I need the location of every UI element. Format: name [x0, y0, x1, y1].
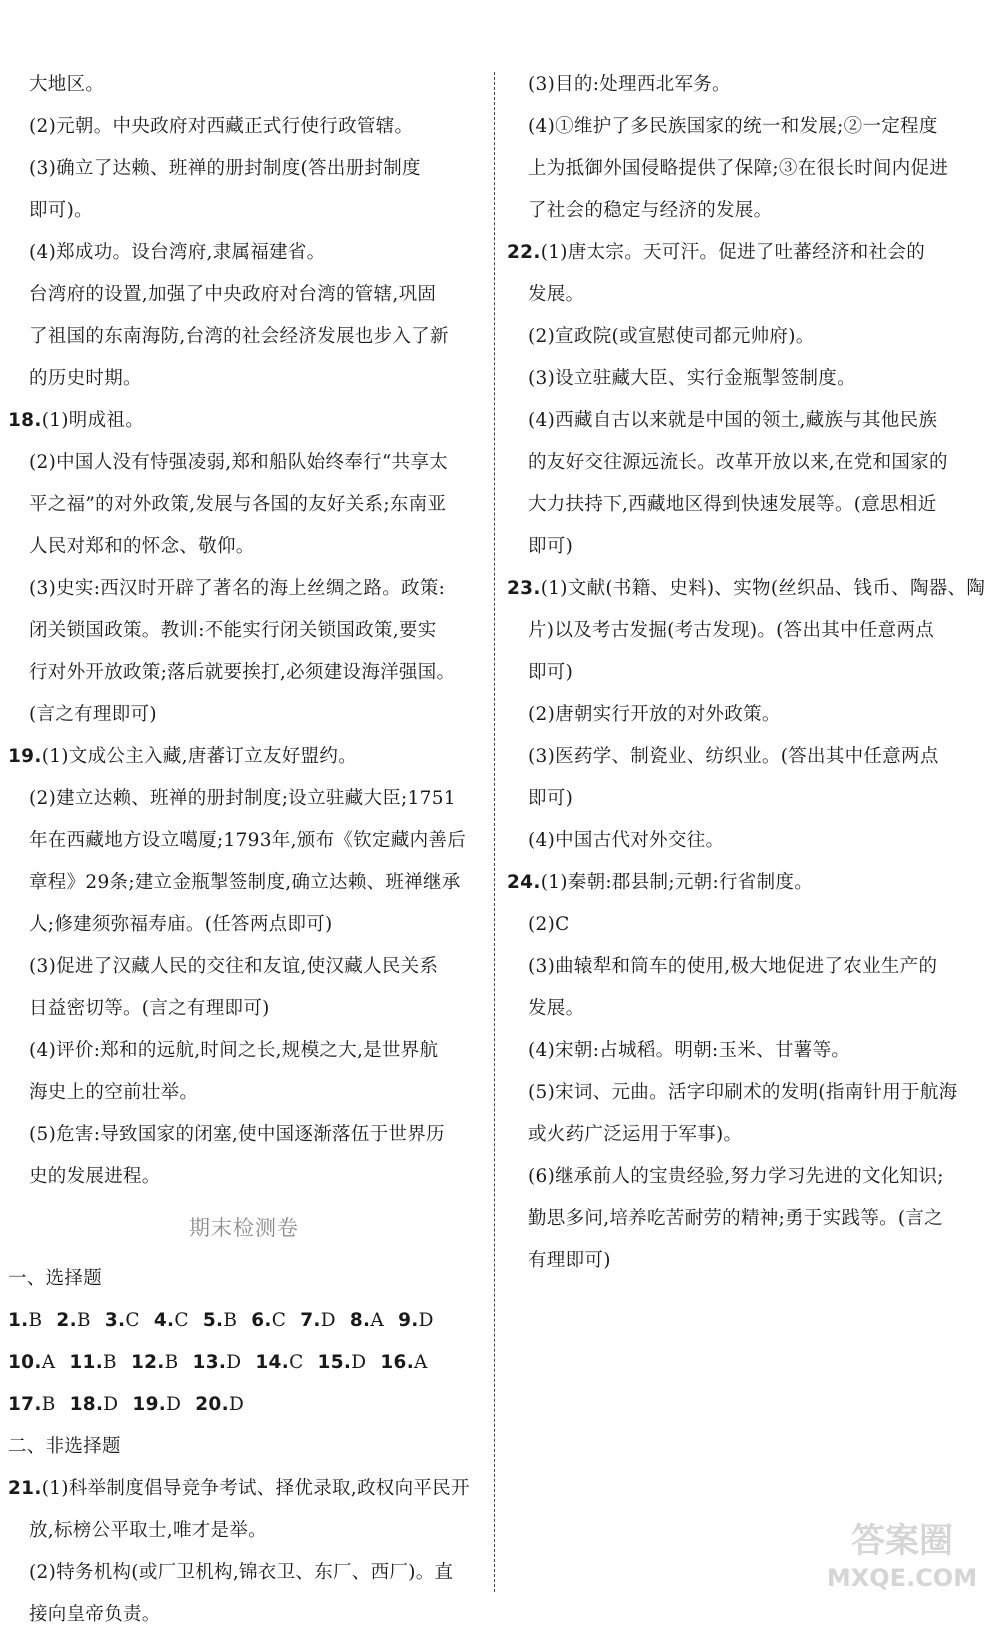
answer-text: 即可) — [528, 788, 574, 809]
answer-line — [507, 1114, 987, 1156]
answer-text: (3)目的:处理西北军务。 — [528, 74, 731, 95]
answer-text: (5)危害:导致国家的闭塞,使中国逐渐落伍于世界历 — [29, 1124, 445, 1145]
answer-text: 的历史时期。 — [29, 368, 142, 389]
answer-text: 接向皇帝负责。 — [29, 1604, 161, 1625]
choice-item — [105, 1310, 140, 1331]
answer-line — [8, 568, 480, 610]
choice-answers — [8, 1300, 480, 1426]
answer-line — [507, 484, 987, 526]
choice-number: 1. — [8, 1310, 29, 1331]
answer-text: 了社会的稳定与经济的发展。 — [528, 200, 773, 221]
answer-line — [507, 610, 987, 652]
choice-answer: B — [28, 1310, 43, 1331]
answer-text: (3)促进了汉藏人民的交往和友谊,使汉藏人民关系 — [29, 956, 439, 977]
choice-number: 4. — [153, 1310, 175, 1331]
choice-number: 14. — [255, 1352, 290, 1373]
choice-item — [193, 1352, 242, 1373]
answer-text: (4)郑成功。设台湾府,隶属福建省。 — [29, 242, 326, 263]
choice-item — [8, 1394, 56, 1415]
choice-item — [8, 1352, 55, 1373]
answer-text: (3)史实:西汉时开辟了著名的海上丝绸之路。政策: — [29, 578, 446, 599]
choice-answer: A — [370, 1310, 385, 1331]
choice-answer: B — [76, 1310, 91, 1331]
answer-line — [507, 442, 987, 484]
answer-text: (1)明成祖。 — [41, 410, 144, 431]
choice-item — [131, 1352, 179, 1373]
answer-text: (1)文成公主入藏,唐蕃订立友好盟约。 — [41, 746, 357, 767]
choice-number: 18. — [69, 1394, 104, 1415]
choice-answer: A — [414, 1352, 428, 1373]
answer-text: (1)文献(书籍、史料)、实物(丝织品、钱币、陶器、陶 — [540, 578, 986, 599]
choice-item — [70, 1394, 119, 1415]
answer-line — [507, 1156, 987, 1198]
answer-text: 史的发展进程。 — [29, 1166, 161, 1187]
answer-line — [507, 1198, 987, 1240]
answer-text: 行对外开放政策;落后就要挨打,必须建设海洋强国。 — [29, 662, 456, 683]
choice-item — [132, 1394, 181, 1415]
choice-number: 15. — [317, 1352, 352, 1373]
answer-text: 海史上的空前壮举。 — [29, 1082, 199, 1103]
question-number: 18. — [8, 410, 42, 431]
answer-line — [507, 190, 987, 232]
choice-answer: C — [174, 1310, 189, 1331]
choice-answer: C — [125, 1310, 140, 1331]
answer-line — [507, 316, 987, 358]
choice-item — [56, 1310, 90, 1331]
answer-text: (言之有理即可) — [29, 704, 157, 725]
answer-text: 台湾府的设置,加强了中央政府对台湾的管辖,巩固 — [29, 284, 437, 305]
answer-line — [507, 106, 987, 148]
answer-line — [8, 484, 480, 526]
choice-answer: C — [289, 1352, 304, 1373]
answer-text: 日益密切等。(言之有理即可) — [29, 998, 270, 1019]
answer-line — [8, 106, 480, 148]
choice-number: 8. — [349, 1310, 371, 1331]
choice-answer: D — [103, 1394, 119, 1415]
choice-answer: C — [271, 1310, 287, 1331]
answer-line — [8, 64, 480, 106]
answer-text: 大力扶持下,西藏地区得到快速发展等。(意思相近 — [528, 494, 937, 515]
choice-number: 6. — [251, 1310, 272, 1331]
left-top-answers — [8, 64, 480, 1198]
watermark-logo — [814, 1516, 990, 1594]
answer-line — [507, 1240, 987, 1282]
choice-row — [8, 1342, 480, 1384]
answer-text: (6)继承前人的宝贵经验,努力学习先进的文化知识; — [528, 1166, 944, 1187]
answer-text: 即可) — [528, 662, 574, 683]
choice-row — [8, 1384, 480, 1426]
choice-item — [380, 1352, 427, 1373]
answer-text: (2)元朝。中央政府对西藏正式行使行政管辖。 — [29, 116, 414, 137]
answer-line — [507, 820, 987, 862]
choice-item — [255, 1352, 303, 1373]
answer-line — [507, 1030, 987, 1072]
answer-text: 发展。 — [528, 284, 585, 305]
answer-line — [8, 316, 480, 358]
question-number: 21. — [8, 1478, 42, 1499]
answer-text: 即可)。 — [29, 200, 93, 221]
choice-item — [154, 1310, 189, 1331]
choice-number: 5. — [202, 1310, 224, 1331]
answer-line — [507, 946, 987, 988]
choice-answer: B — [103, 1352, 117, 1373]
choice-number: 19. — [132, 1394, 167, 1415]
answer-line — [507, 148, 987, 190]
answer-line — [8, 232, 480, 274]
choice-answer: D — [351, 1352, 367, 1373]
answer-line — [507, 64, 987, 106]
answer-line — [507, 778, 987, 820]
choice-number: 20. — [195, 1394, 229, 1415]
answer-line — [507, 694, 987, 736]
answer-line — [8, 1510, 480, 1552]
answer-text: 或火药广泛运用于军事)。 — [528, 1124, 743, 1145]
answer-line — [507, 400, 987, 442]
answer-text: (4)宋朝:占城稻。明朝:玉米、甘薯等。 — [528, 1040, 851, 1061]
choice-number: 16. — [380, 1352, 415, 1373]
answer-line — [8, 1030, 480, 1072]
part2-heading: 二、非选择题 — [8, 1436, 121, 1457]
answer-line — [8, 736, 480, 778]
choice-item — [398, 1310, 434, 1331]
answer-line — [507, 274, 987, 316]
answer-line — [8, 358, 480, 400]
answer-text: 大地区。 — [29, 74, 105, 95]
answer-text: 有理即可) — [528, 1250, 611, 1271]
answer-text: (3)曲辕犁和筒车的使用,极大地促进了农业生产的 — [528, 956, 938, 977]
choice-answer: D — [320, 1310, 336, 1331]
answer-line — [507, 904, 987, 946]
answer-text: 了祖国的东南海防,台湾的社会经济发展也步入了新 — [29, 326, 449, 347]
answer-text: (2)中国人没有恃强凌弱,郑和船队始终奉行“共享太 — [29, 452, 449, 473]
question-number: 24. — [507, 872, 541, 893]
answer-line — [8, 610, 480, 652]
answer-line — [8, 1468, 480, 1510]
question-number: 23. — [507, 578, 541, 599]
answer-text: (4)①维护了多民族国家的统一和发展;②一定程度 — [528, 116, 938, 137]
choice-item — [69, 1352, 117, 1373]
answer-line — [8, 148, 480, 190]
choice-answer: D — [166, 1394, 182, 1415]
choice-answer: D — [228, 1394, 245, 1415]
choice-answer: A — [41, 1352, 56, 1373]
answer-text: (2)特务机构(或厂卫机构,锦衣卫、东厂、西厂)。直 — [29, 1562, 454, 1583]
choice-number: 11. — [69, 1352, 104, 1373]
choice-number: 13. — [192, 1352, 227, 1373]
choice-number: 7. — [300, 1310, 321, 1331]
answer-line — [507, 358, 987, 400]
choice-item — [8, 1310, 42, 1331]
choice-item — [195, 1394, 244, 1415]
answer-line — [8, 652, 480, 694]
answer-text: (2)C — [528, 914, 570, 935]
answer-line — [8, 400, 480, 442]
left-bottom-answers — [8, 1468, 480, 1636]
answer-line — [8, 1594, 480, 1636]
choice-number: 9. — [398, 1310, 419, 1331]
answer-line — [507, 526, 987, 568]
answer-text: 片)以及考古发掘(考古发现)。(答出其中任意两点 — [528, 620, 935, 641]
watermark-text-bottom: MXQE.COM — [826, 1564, 978, 1592]
answer-line — [8, 1072, 480, 1114]
answer-text: (1)唐太宗。天可汗。促进了吐蕃经济和社会的 — [540, 242, 925, 263]
choice-answer: B — [223, 1310, 238, 1331]
answer-line — [507, 652, 987, 694]
choice-item — [251, 1310, 286, 1331]
answer-text: (4)西藏自古以来就是中国的领土,藏族与其他民族 — [528, 410, 938, 431]
answer-line — [507, 736, 987, 778]
answer-line — [8, 820, 480, 862]
answer-text: (1)秦朝:郡县制;元朝:行省制度。 — [540, 872, 813, 893]
answer-text: (4)中国古代对外交往。 — [528, 830, 725, 851]
answer-line — [8, 778, 480, 820]
answer-text: 人;修建须弥福寿庙。(任答两点即可) — [29, 914, 333, 935]
answer-line — [8, 694, 480, 736]
answer-line — [507, 1072, 987, 1114]
answer-text: 即可) — [528, 536, 574, 557]
answer-line — [8, 526, 480, 568]
right-column — [507, 64, 987, 1282]
choice-number: 2. — [56, 1310, 77, 1331]
choice-item — [203, 1310, 237, 1331]
question-number: 22. — [507, 242, 541, 263]
answer-text: (3)确立了达赖、班禅的册封制度(答出册封制度 — [29, 158, 421, 179]
answer-text: (2)建立达赖、班禅的册封制度;设立驻藏大臣;1751 — [29, 788, 456, 809]
answer-text: (2)宣政院(或宣慰使司都元帅府)。 — [528, 326, 815, 347]
answer-line — [8, 904, 480, 946]
answer-text: (5)宋词、元曲。活字印刷术的发明(指南针用于航海 — [528, 1082, 958, 1103]
question-number: 19. — [8, 746, 42, 767]
choice-answer: B — [164, 1352, 179, 1373]
answer-line — [8, 274, 480, 316]
answer-text: 勤思多问,培养吃苦耐劳的精神;勇于实践等。(言之 — [528, 1208, 944, 1229]
answer-text: (2)唐朝实行开放的对外政策。 — [528, 704, 781, 725]
answer-text: (1)科举制度倡导竞争考试、择优录取,政权向平民开 — [41, 1478, 470, 1499]
answer-text: 平之福”的对外政策,发展与各国的友好关系;东南亚 — [29, 494, 447, 515]
choice-number: 3. — [104, 1310, 126, 1331]
answer-line — [8, 1552, 480, 1594]
answer-line — [8, 988, 480, 1030]
answer-line — [507, 232, 987, 274]
answer-line — [8, 442, 480, 484]
answer-line — [8, 946, 480, 988]
part1-heading: 一、选择题 — [8, 1268, 103, 1289]
answer-line — [507, 568, 987, 610]
choice-row — [8, 1300, 480, 1342]
answer-text: 年在西藏地方设立噶厦;1793年,颁布《钦定藏内善后 — [29, 830, 466, 851]
choice-item — [318, 1352, 367, 1373]
answer-text: 章程》29条;建立金瓶掣签制度,确立达赖、班禅继承 — [29, 872, 461, 893]
answer-line — [8, 1114, 480, 1156]
answer-text: 发展。 — [528, 998, 585, 1019]
answer-line — [8, 862, 480, 904]
choice-answer: B — [41, 1394, 56, 1415]
choice-number: 10. — [8, 1352, 42, 1373]
answer-text: 人民对郑和的怀念、敬仰。 — [29, 536, 255, 557]
answer-line — [8, 1156, 480, 1198]
column-divider — [494, 72, 495, 1592]
answer-text: (4)评价:郑和的远航,时间之长,规模之大,是世界航 — [29, 1040, 439, 1061]
answer-line — [507, 988, 987, 1030]
answer-text: 上为抵御外国侵略提供了保障;③在很长时间内促进 — [528, 158, 949, 179]
answer-line — [507, 862, 987, 904]
watermark-text-top: 答案圈 — [851, 1521, 953, 1561]
answer-line — [8, 190, 480, 232]
section-title: 期末检测卷 — [189, 1216, 299, 1240]
answer-text: 闭关锁国政策。教训:不能实行闭关锁国政策,要实 — [29, 620, 437, 641]
left-column — [8, 64, 480, 1636]
choice-item — [300, 1310, 336, 1331]
choice-answer: D — [418, 1310, 434, 1331]
answer-text: (3)设立驻藏大臣、实行金瓶掣签制度。 — [528, 368, 856, 389]
answer-text: (3)医药学、制瓷业、纺织业。(答出其中任意两点 — [528, 746, 939, 767]
choice-answer: D — [226, 1352, 242, 1373]
right-answers — [507, 64, 987, 1282]
choice-item — [350, 1310, 384, 1331]
answer-text: 放,标榜公平取士,唯才是举。 — [29, 1520, 267, 1541]
choice-number: 12. — [130, 1352, 165, 1373]
choice-number: 17. — [8, 1394, 42, 1415]
answer-text: 的友好交往源远流长。改革开放以来,在党和国家的 — [528, 452, 948, 473]
